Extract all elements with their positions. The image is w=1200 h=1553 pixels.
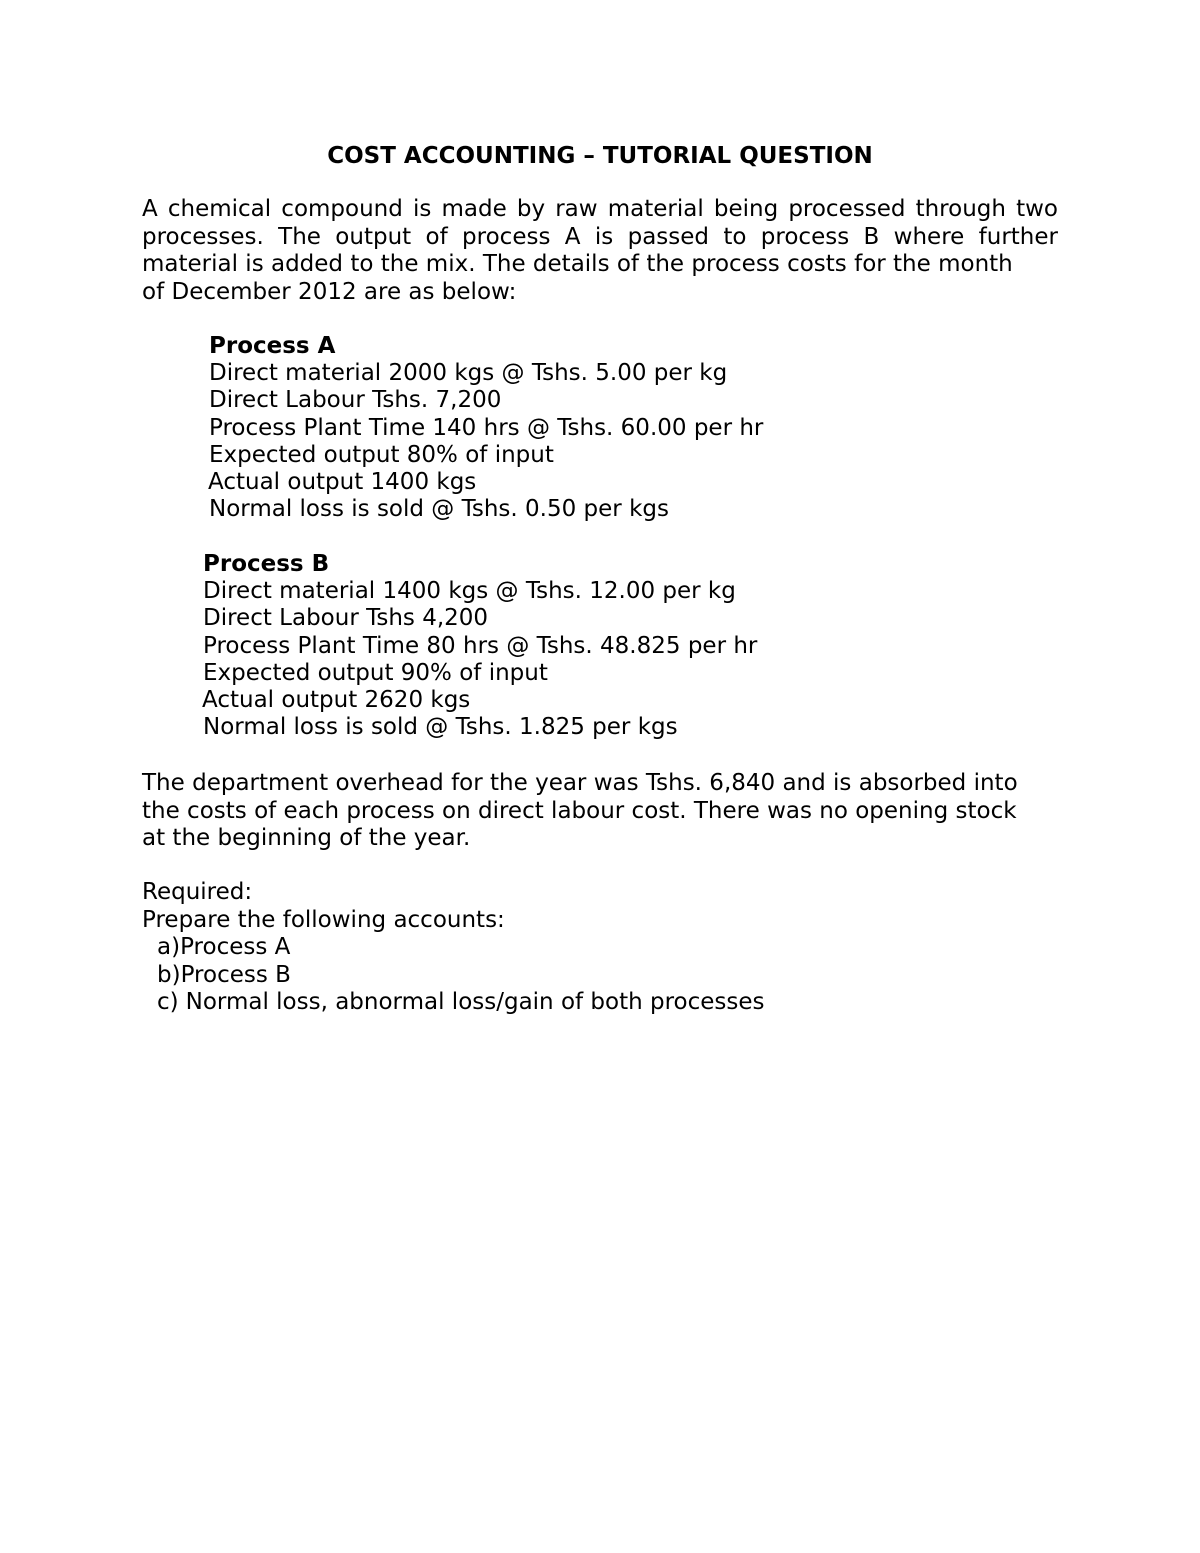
process-b-item: Actual output 2620 kgs — [202, 687, 471, 714]
process-b-item: Direct material 1400 kgs @ Tshs. 12.00 per kg — [203, 578, 736, 605]
required-instruction: Prepare the following accounts: — [142, 906, 505, 933]
process-a-item: Actual output 1400 kgs — [208, 469, 477, 496]
required-item-marker: b) — [157, 961, 181, 988]
intro-line: material is added to the mix. The details of the process costs for the month — [142, 251, 1013, 277]
process-b-item: Expected output 90% of input — [203, 659, 548, 686]
process-a-details — [209, 333, 763, 523]
process-a-item: Expected output 80% of input — [209, 441, 554, 468]
process-a-heading: Process A — [209, 333, 336, 359]
required-list — [142, 934, 765, 1017]
document-title: COST ACCOUNTING – TUTORIAL QUESTION — [327, 143, 873, 169]
intro-line: processes. The output of process A is passed to process B where further — [142, 223, 1058, 250]
required-item — [157, 989, 765, 1017]
overhead-paragraph — [142, 770, 1062, 853]
process-b-heading: Process B — [203, 551, 330, 577]
required-item — [157, 962, 765, 990]
process-a-item: Process Plant Time 140 hrs @ Tshs. 60.00 per hr — [209, 414, 764, 441]
process-b-item: Normal loss is sold @ Tshs. 1.825 per kgs — [203, 714, 678, 741]
required-item-text: Process A — [180, 934, 291, 960]
overhead-line: at the beginning of the year. — [142, 825, 471, 851]
process-b-item: Process Plant Time 80 hrs @ Tshs. 48.825 per hr — [203, 632, 758, 659]
required-item-text: Normal loss, abnormal loss/gain of both processes — [185, 989, 765, 1015]
process-a-item: Direct Labour Tshs. 7,200 — [209, 387, 502, 414]
required-section — [142, 879, 765, 1017]
intro-line: A chemical compound is made by raw material being processed through two — [142, 196, 1058, 222]
overhead-line: the costs of each process on direct labour cost. There was no opening stock — [142, 797, 1017, 824]
required-item-marker: a) — [157, 934, 181, 960]
overhead-line: The department overhead for the year was Tshs. 6,840 and is absorbed into — [142, 770, 1018, 796]
required-item-marker: c) — [157, 989, 179, 1015]
required-label: Required: — [142, 879, 253, 905]
intro-paragraph — [142, 196, 1058, 306]
required-item — [157, 934, 765, 962]
required-item-text: Process B — [180, 961, 291, 988]
process-a-item: Normal loss is sold @ Tshs. 0.50 per kgs — [209, 496, 669, 523]
process-a-item: Direct material 2000 kgs @ Tshs. 5.00 per kg — [209, 360, 728, 387]
process-b-item: Direct Labour Tshs 4,200 — [203, 605, 489, 632]
process-b-details — [203, 551, 757, 741]
intro-line: of December 2012 are as below: — [142, 278, 517, 305]
